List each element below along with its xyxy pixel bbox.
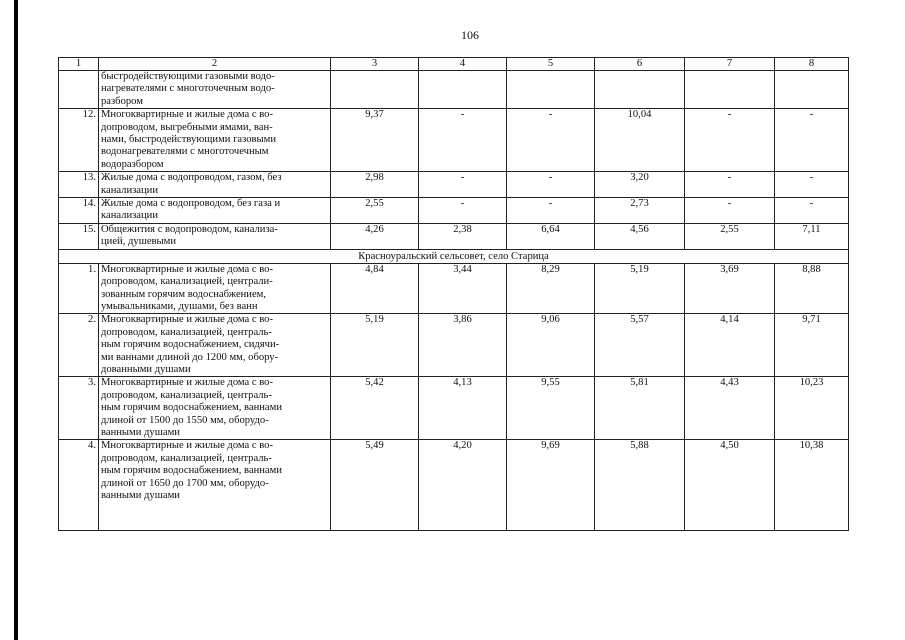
- description-cell: [99, 377, 331, 440]
- description-line: Многоквартирные и жилые дома с во-: [101, 377, 273, 389]
- value-cell: -: [685, 198, 775, 224]
- column-header: 2: [99, 58, 331, 71]
- description-line: быстродействующими газовыми водо-: [101, 71, 275, 82]
- description-line: Многоквартирные и жилые дома с во-: [101, 263, 273, 275]
- value-cell: -: [507, 198, 595, 224]
- value-cell: 9,69: [507, 440, 595, 531]
- section-header-row: [59, 249, 849, 263]
- description-line: Многоквартирные и жилые дома с во-: [101, 440, 273, 452]
- value-cell: 7,11: [775, 223, 849, 249]
- description-line: Жилые дома с водопроводом, газом, без: [101, 172, 282, 184]
- value-cell: -: [419, 172, 507, 198]
- value-cell: -: [775, 109, 849, 172]
- description-cell: [99, 172, 331, 198]
- page-number: 106: [461, 28, 479, 42]
- row-number-cell: [59, 71, 99, 109]
- value-cell: -: [775, 198, 849, 224]
- table-row-15: [59, 223, 849, 249]
- table-row-3: [59, 377, 849, 440]
- description-line: допроводом, канализацией, централь-: [101, 452, 272, 464]
- description-line: Многоквартирные и жилые дома с во-: [101, 314, 273, 326]
- value-cell: 4,43: [685, 377, 775, 440]
- description-cell: [99, 223, 331, 249]
- description-line: нагревателями с многоточечным водо-: [101, 83, 275, 95]
- description-line: допроводом, канализацией, централи-: [101, 276, 273, 288]
- description-line: разбором: [101, 95, 143, 107]
- column-header: 5: [507, 58, 595, 71]
- value-cell: -: [419, 198, 507, 224]
- description-line: ванными душами: [101, 426, 180, 438]
- value-cell: 4,50: [685, 440, 775, 531]
- value-cell: 4,14: [685, 314, 775, 377]
- value-cell: [775, 71, 849, 109]
- table-row-12: [59, 109, 849, 172]
- value-cell: 5,19: [595, 263, 685, 314]
- description-line: дованными душами: [101, 363, 191, 375]
- description-line: цией, душевыми: [101, 236, 177, 248]
- description-cell: [99, 109, 331, 172]
- description-line: водоразбором: [101, 158, 164, 170]
- description-line: Многоквартирные и жилые дома с во-: [101, 109, 273, 121]
- value-cell: [507, 71, 595, 109]
- description-cell: [99, 263, 331, 314]
- row-number-cell: 2.: [59, 314, 99, 377]
- description-line: ным горячим водоснабжением, сидячи-: [101, 339, 280, 351]
- row-number-cell: 14.: [59, 198, 99, 224]
- description-line: Жилые дома с водопроводом, без газа и: [101, 198, 281, 210]
- column-number-row: [59, 58, 849, 71]
- value-cell: 3,20: [595, 172, 685, 198]
- table-row-14: [59, 198, 849, 224]
- description-line: длиной от 1500 до 1550 мм, оборудо-: [101, 414, 269, 426]
- column-header: 4: [419, 58, 507, 71]
- column-header: 6: [595, 58, 685, 71]
- tariff-table: [58, 57, 849, 531]
- description-cell: [99, 440, 331, 531]
- row-number-cell: 3.: [59, 377, 99, 440]
- value-cell: 5,49: [331, 440, 419, 531]
- value-cell: -: [685, 172, 775, 198]
- row-number-cell: 1.: [59, 263, 99, 314]
- value-cell: 9,06: [507, 314, 595, 377]
- table-row-13: [59, 172, 849, 198]
- value-cell: [331, 71, 419, 109]
- row-number-cell: 12.: [59, 109, 99, 172]
- description-line: допроводом, канализацией, централь-: [101, 389, 272, 401]
- value-cell: 5,19: [331, 314, 419, 377]
- value-cell: 5,88: [595, 440, 685, 531]
- value-cell: [685, 71, 775, 109]
- table-row-continued: [59, 71, 849, 109]
- table-row-1: [59, 263, 849, 314]
- description-line: зованным горячим водоснабжением,: [101, 288, 267, 300]
- value-cell: 10,38: [775, 440, 849, 531]
- value-cell: [419, 71, 507, 109]
- value-cell: 5,42: [331, 377, 419, 440]
- value-cell: 5,81: [595, 377, 685, 440]
- value-cell: 10,04: [595, 109, 685, 172]
- value-cell: 4,13: [419, 377, 507, 440]
- value-cell: 3,86: [419, 314, 507, 377]
- table-row-4: [59, 440, 849, 531]
- value-cell: -: [507, 172, 595, 198]
- description-line: длиной от 1650 до 1700 мм, оборудо-: [101, 477, 269, 489]
- value-cell: 2,98: [331, 172, 419, 198]
- table-row-2: [59, 314, 849, 377]
- value-cell: 4,26: [331, 223, 419, 249]
- row-number-cell: 13.: [59, 172, 99, 198]
- description-line: ным горячим водоснабжением, ваннами: [101, 402, 283, 414]
- description-line: водонагревателями с многоточечным: [101, 146, 269, 158]
- description-cell: [99, 198, 331, 224]
- value-cell: 2,38: [419, 223, 507, 249]
- description-line: нами, быстродействующими газовыми: [101, 134, 277, 146]
- value-cell: 8,29: [507, 263, 595, 314]
- value-cell: 5,57: [595, 314, 685, 377]
- row-number-cell: 4.: [59, 440, 99, 531]
- description-line: ванными душами: [101, 490, 180, 501]
- value-cell: -: [685, 109, 775, 172]
- description-line: канализации: [101, 184, 159, 196]
- value-cell: 4,56: [595, 223, 685, 249]
- value-cell: 8,88: [775, 263, 849, 314]
- description-line: ми ваннами длиной до 1200 мм, обору-: [101, 351, 279, 363]
- description-line: Общежития с водопроводом, канализа-: [101, 223, 278, 235]
- column-header: 1: [59, 58, 99, 71]
- section-title: Красноуральский сельсовет, село Старица: [59, 249, 849, 263]
- value-cell: 3,69: [685, 263, 775, 314]
- column-header: 7: [685, 58, 775, 71]
- description-line: допроводом, выгребными ямами, ван-: [101, 121, 273, 133]
- column-header: 3: [331, 58, 419, 71]
- value-cell: 9,71: [775, 314, 849, 377]
- value-cell: -: [419, 109, 507, 172]
- description-cell: [99, 314, 331, 377]
- value-cell: 6,64: [507, 223, 595, 249]
- value-cell: 9,37: [331, 109, 419, 172]
- value-cell: 2,55: [331, 198, 419, 224]
- value-cell: 10,23: [775, 377, 849, 440]
- description-line: допроводом, канализацией, централь-: [101, 326, 272, 338]
- value-cell: -: [775, 172, 849, 198]
- description-line: канализации: [101, 210, 159, 222]
- description-line: умывальниками, душами, без ванн: [101, 300, 258, 312]
- value-cell: 2,73: [595, 198, 685, 224]
- value-cell: 3,44: [419, 263, 507, 314]
- row-number-cell: 15.: [59, 223, 99, 249]
- value-cell: 4,20: [419, 440, 507, 531]
- value-cell: 2,55: [685, 223, 775, 249]
- column-header: 8: [775, 58, 849, 71]
- value-cell: [595, 71, 685, 109]
- value-cell: -: [507, 109, 595, 172]
- value-cell: 4,84: [331, 263, 419, 314]
- value-cell: 9,55: [507, 377, 595, 440]
- description-cell: [99, 71, 331, 109]
- binding-edge-line: [14, 0, 18, 640]
- description-line: ным горячим водоснабжением, ваннами: [101, 465, 283, 477]
